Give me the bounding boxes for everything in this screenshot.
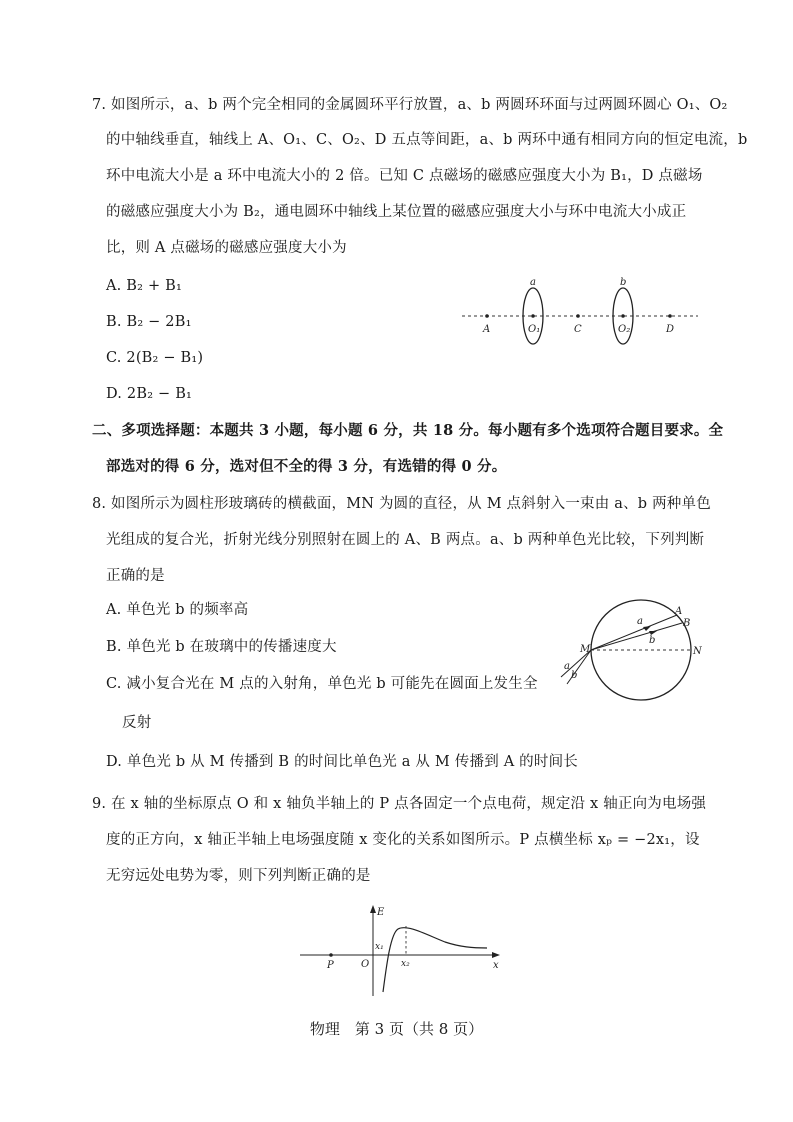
point-o2-dot xyxy=(621,314,625,318)
q7-option-a: A. B₂ + B₁ xyxy=(106,278,182,294)
point-a-label: A xyxy=(483,324,491,335)
q8-line-1: 8. 如图所示为圆柱形玻璃砖的横截面，MN 为圆的直径，从 M 点斜射入一束由 a、b 两种单色 xyxy=(92,496,711,512)
q8-option-a: A. 单色光 b 的频率高 xyxy=(106,602,249,618)
q8-option-c-continued: 反射 xyxy=(122,715,152,731)
refracted-ray-b xyxy=(591,623,682,650)
ray-a-label-inside: a xyxy=(637,616,643,627)
point-b-label: B xyxy=(683,618,691,629)
q7-line-4: 的磁感应强度大小为 B₂，通电圆环中轴线上某位置的磁感应强度大小与环中电流大小成正 xyxy=(106,204,687,220)
q8-line-2: 光组成的复合光，折射光线分别照射在圆上的 A、B 两点。a、b 两种单色光比较，下列判断 xyxy=(106,532,705,548)
point-o1-label: O₁ xyxy=(528,324,541,335)
q8-figure xyxy=(555,598,715,708)
x1-label: x₁ xyxy=(375,942,384,952)
point-c-dot xyxy=(576,314,580,318)
e-axis-arrow xyxy=(370,905,376,913)
point-o2-label: O₂ xyxy=(618,324,631,335)
ring-b-label: b xyxy=(620,277,627,288)
x-axis-arrow xyxy=(492,952,500,958)
q9-line-3: 无穷远处电势为零，则下列判断正确的是 xyxy=(106,868,371,884)
point-n-label: N xyxy=(693,646,702,657)
q7-option-c: C. 2(B₂ − B₁) xyxy=(106,350,204,366)
q7-line-1: 7. 如图所示，a、b 两个完全相同的金属圆环平行放置，a、b 两圆环环面与过两圆环圆心 O₁、O₂ xyxy=(92,97,728,113)
point-o1-dot xyxy=(531,314,535,318)
point-a-label: A xyxy=(675,606,683,617)
q8-option-d: D. 单色光 b 从 M 传播到 B 的时间比单色光 a 从 M 传播到 A 的时间长 xyxy=(106,754,578,770)
section2-heading-line-2: 部选对的得 6 分，选对但不全的得 3 分，有选错的得 0 分。 xyxy=(106,458,507,475)
page-footer: 物理 第 3 页（共 8 页） xyxy=(309,1020,484,1038)
q7-figure xyxy=(460,270,700,350)
origin-label: O xyxy=(361,959,370,970)
q9-line-2: 度的正方向，x 轴正半轴上电场强度随 x 变化的关系如图所示。P 点横坐标 xₚ = −2x₁，设 xyxy=(106,832,700,848)
e-axis-label: E xyxy=(377,907,385,918)
ray-b-label-outside: b xyxy=(571,670,578,681)
q7-line-3: 环中电流大小是 a 环中电流大小的 2 倍。已知 C 点磁场的磁感应强度大小为 B₁，D 点磁场 xyxy=(106,168,703,184)
q7-option-d: D. 2B₂ − B₁ xyxy=(106,386,193,402)
refracted-ray-a xyxy=(591,615,677,650)
point-d-label: D xyxy=(666,324,675,335)
q9-line-1: 9. 在 x 轴的坐标原点 O 和 x 轴负半轴上的 P 点各固定一个点电荷，规定沿 x 轴正向为电场强 xyxy=(92,796,707,812)
ray-a-label-outside: a xyxy=(564,661,570,672)
q8-option-b: B. 单色光 b 在玻璃中的传播速度大 xyxy=(106,639,337,655)
q7-line-2: 的中轴线垂直，轴线上 A、O₁、C、O₂、D 五点等间距，a、b 两环中通有相同方向的恒定电流，b xyxy=(106,132,748,148)
x2-label: x₂ xyxy=(401,959,410,969)
point-p-dot xyxy=(329,953,333,957)
q9-figure xyxy=(295,900,510,1000)
section2-heading-line-1: 二、多项选择题：本题共 3 小题，每小题 6 分，共 18 分。每小题有多个选项符合题目要求。全 xyxy=(92,422,724,439)
x-axis-label: x xyxy=(493,960,499,971)
q7-line-5: 比，则 A 点磁场的磁感应强度大小为 xyxy=(106,240,347,256)
point-a-dot xyxy=(485,314,489,318)
q8-option-c: C. 减小复合光在 M 点的入射角，单色光 b 可能先在圆面上发生全 xyxy=(106,676,538,692)
point-p-label: P xyxy=(327,960,334,971)
point-d-dot xyxy=(668,314,672,318)
q8-line-3: 正确的是 xyxy=(106,568,165,584)
ray-b-label-inside: b xyxy=(649,635,656,646)
q7-option-b: B. B₂ − 2B₁ xyxy=(106,314,192,330)
point-m-label: M xyxy=(580,644,591,655)
field-curve xyxy=(383,928,487,992)
ring-a-label: a xyxy=(530,277,536,288)
ray-a-arrowhead xyxy=(643,626,651,631)
point-c-label: C xyxy=(574,324,582,335)
